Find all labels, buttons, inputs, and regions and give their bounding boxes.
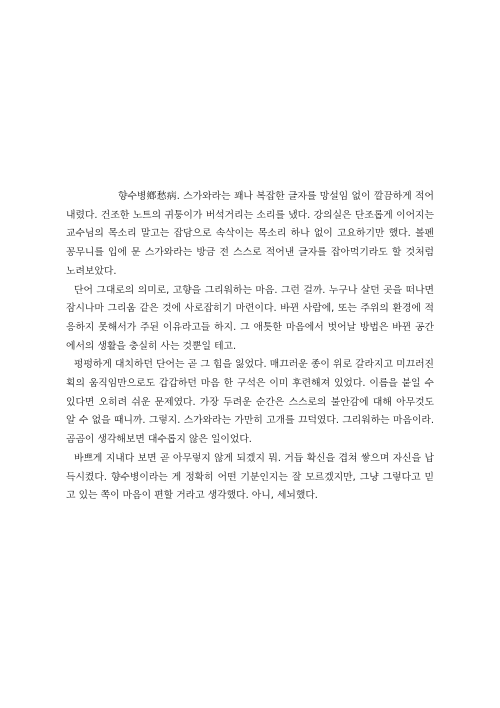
paragraph-3: 펑펑하게 대치하던 단어는 곧 그 힘을 잃었다. 매끄러운 종이 위로 갈라지고 미끄러진 획의 움직임만으로도 갑갑하던 마음 한 구석은 이미 후련해져 있었다. 이름을 붙일 수 있다면 오히려 쉬운 문제였다. 가장 두려운 순간은 스스로의 불안감에 대해 아무것도 알 수 없을 때니까. 그렇지. 스가와라는 가만히 고개를 끄덕였다. 그리워하는 마음이라. 곰곰이 생각해보면 대수롭지 않은 일이었다. — [66, 359, 434, 446]
paragraph-4: 바쁘게 지내다 보면 곧 아무렇지 않게 되겠지 뭐. 거듭 확신을 겹쳐 쌓으며 자신을 납득시켰다. 향수병이라는 게 정확히 어떤 기분인지는 잘 모르겠지만, 그냥 그렇다고 믿고 있는 쪽이 마음이 편할 거라고 생각했다. 아니, 세뇌했다. — [66, 452, 434, 502]
body-text — [66, 188, 434, 506]
paragraph-2: 단어 그대로의 의미로, 고향을 그리워하는 마음. 그런 걸까. 누구나 살던 곳을 떠나면 잠시나마 그리움 같은 것에 사로잡히기 마련이다. 바뀐 사람에, 또는 주위의 환경에 적응하지 못해서가 주된 이유라고들 하지. 그 애틋한 마음에서 벗어날 방법은 바뀐 공간에서의 생활을 충실히 사는 것뿐일 테고. — [66, 284, 434, 352]
paragraph-1: 향수병鄕愁病. 스가와라는 꽤나 복잡한 글자를 망설임 없이 깔끔하게 적어 내렸다. 건조한 노트의 귀퉁이가 버석거리는 소리를 냈다. 강의실은 단조롭게 이어지는 교수님의 목소리 말고는 잡담으로 속삭이는 목소리 하나 없이 고요하기만 했다. 볼펜 꽁무니를 입에 문 스가와라는 방금 전 스스로 적어낸 글자를 잡아먹기라도 할 것처럼 노려보았다. — [66, 191, 434, 277]
